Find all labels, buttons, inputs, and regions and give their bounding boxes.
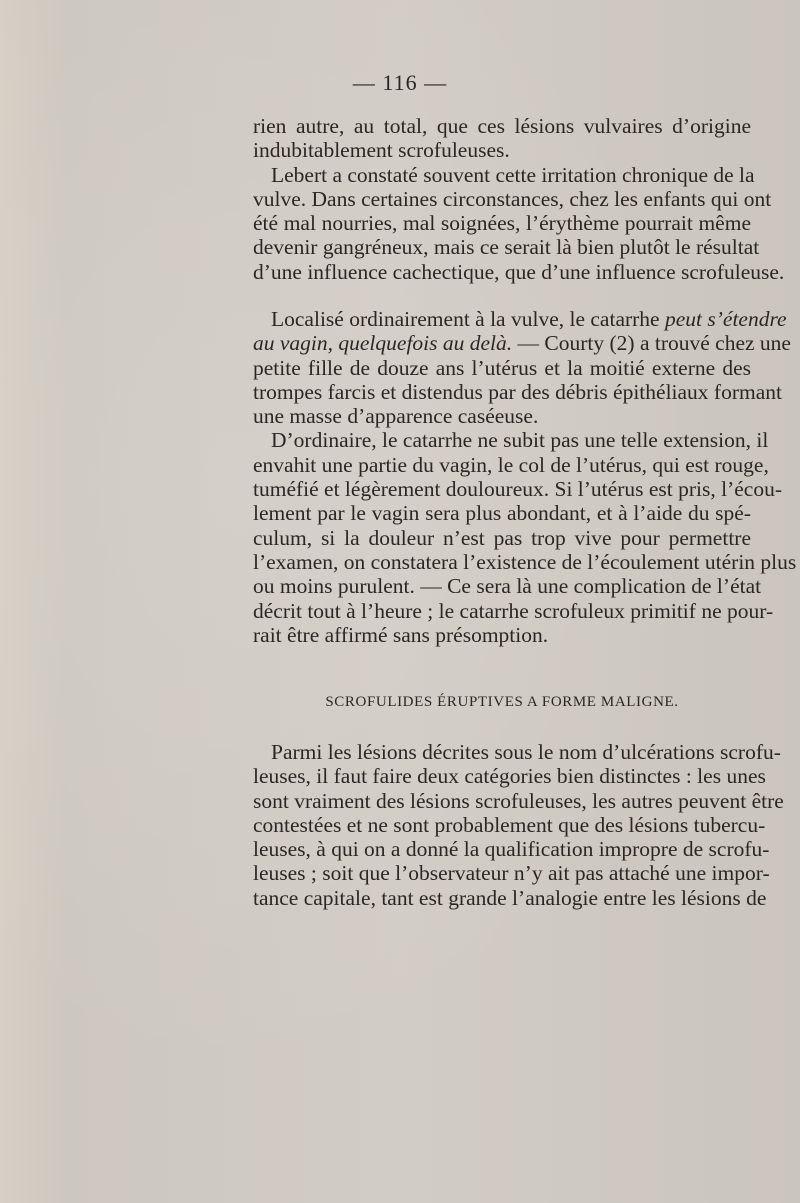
text-line: petite fille de douze ans l’utérus et la moitié externe des	[253, 355, 751, 380]
text-line: tance capitale, tant est grande l’analogie entre les lésions de	[253, 885, 767, 910]
text-line: rait être affirmé sans présomption.	[253, 622, 549, 647]
text-line: ou moins purulent. — Ce sera là une complication de l’état	[253, 574, 762, 599]
text-line: D’ordinaire, le catarrhe ne subit pas une telle extension, il	[271, 428, 769, 453]
paragraph-block-1	[253, 114, 785, 284]
text-line: leuses ; soit que l’observateur n’y ait pas attaché une impor-	[253, 861, 770, 886]
text-line: été mal nourries, mal soignées, l’érythème pourrait même	[253, 211, 751, 236]
text-line: décrit tout à l’heure ; le catarrhe scrofuleux primitif ne pour-	[253, 598, 774, 623]
paragraph-block-3	[253, 740, 784, 910]
text-line: une masse d’apparence caséeuse.	[253, 404, 539, 429]
text-line: sont vraiment des lésions scrofuleuses, les autres peuvent être	[253, 788, 784, 813]
text-line: culum, si la douleur n’est pas trop vive pour permettre	[253, 525, 751, 550]
text-line	[253, 331, 791, 356]
text-line: rien autre, au total, que ces lésions vulvaires d’origine	[253, 114, 751, 138]
text-line: d’une influence cachectique, que d’une influence scrofuleuse.	[253, 259, 785, 284]
text-line: Parmi les lésions décrites sous le nom d’ulcérations scrofu-	[271, 740, 781, 764]
italic-text: peut s’étendre	[664, 307, 787, 331]
text-span: — Courty (2) a trouvé chez une	[512, 331, 791, 356]
text-span: Localisé ordinairement à la vulve, le catarrhe	[271, 307, 665, 331]
text-line: lement par le vagin sera plus abondant, et à l’aide du spé-	[253, 501, 751, 526]
text-line: envahit une partie du vagin, le col de l’utérus, qui est rouge,	[253, 452, 769, 477]
text-line: leuses, à qui on a donné la qualification impropre de scrofu-	[253, 837, 770, 862]
text-line: trompes farcis et distendus par des débris épithéliaux formant	[253, 379, 782, 404]
text-line: indubitablement scrofuleuses.	[253, 138, 510, 163]
text-line: vulve. Dans certaines circonstances, chez les enfants qui ont	[253, 186, 772, 211]
text-line: devenir gangréneux, mais ce serait là bien plutôt le résultat	[253, 235, 760, 260]
text-line: l’examen, on constatera l’existence de l’écoulement utérin plus	[253, 549, 797, 574]
paragraph-block-2	[253, 307, 797, 647]
text-line: tuméfié et légèrement douloureux. Si l’utérus est pris, l’écou-	[253, 477, 782, 502]
italic-text: au vagin, quelquefois au delà.	[253, 331, 513, 356]
text-line	[253, 307, 787, 331]
text-line: leuses, il faut faire deux catégories bien distinctes : les unes	[253, 764, 766, 789]
text-line: Lebert a constaté souvent cette irritation chronique de la	[271, 162, 755, 187]
section-heading: SCROFULIDES ÉRUPTIVES A FORME MALIGNE.	[325, 694, 679, 710]
text-line: contestées et ne sont probablement que des lésions tubercu-	[253, 812, 766, 837]
page-number: — 116 —	[352, 70, 448, 95]
